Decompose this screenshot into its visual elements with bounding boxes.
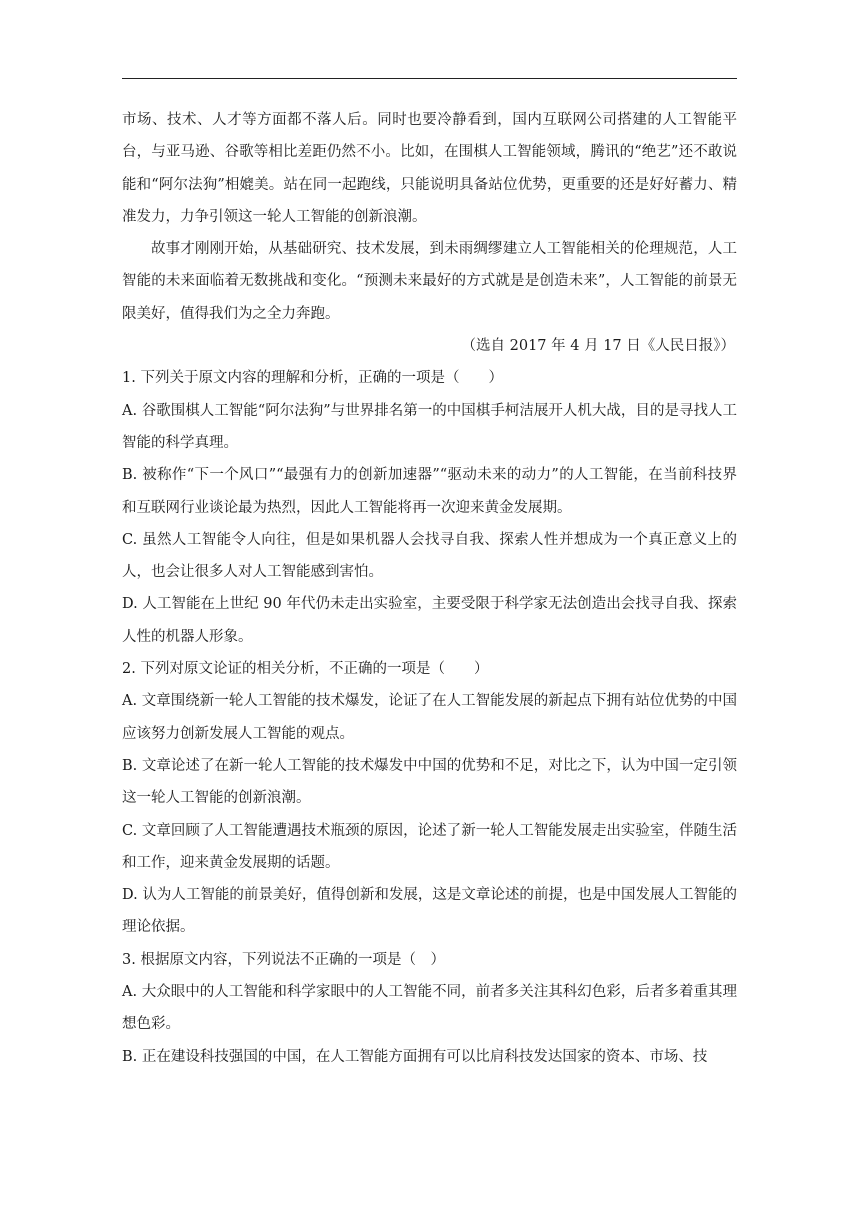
question-1-option-d: D. 人工智能在上世纪 90 年代仍未走出实验室，主要受限于科学家无法创造出会找寻自我、探索人性的机器人形象。 [122, 596, 737, 645]
question-1-option-b: B. 被称作“下一个风口”“最强有力的创新加速器”“驱动未来的动力”的人工智能，在当前科技界和互联网行业谈论最为热烈，因此人工智能将再一次迎来黄金发展期。 [122, 467, 737, 516]
paragraph-continuation: 市场、技术、人才等方面都不落人后。同时也要冷静看到，国内互联网公司搭建的人工智能平台，与亚马逊、谷歌等相比差距仍然不小。比如，在围棋人工智能领域，腾讯的“绝艺”还不敢说能和“阿尔法狗”相媲美。站在同一起跑线，只能说明具备站位优势，更重要的还是好好蓄力、精准发力，力争引领这一轮人工智能的创新浪潮。 [122, 112, 737, 225]
source-citation: （选自 2017 年 4 月 17 日《人民日报》） [461, 338, 735, 355]
question-3-stem: 3. 根据原文内容，下列说法不正确的一项是（ ） [122, 951, 445, 968]
question-2-option-d: D. 认为人工智能的前景美好，值得创新和发展，这是文章论述的前提，也是中国发展人工智能的理论依据。 [122, 887, 737, 936]
question-3-option-b: B. 正在建设科技强国的中国，在人工智能方面拥有可以比肩科技发达国家的资本、市场、技 [122, 1048, 708, 1065]
header-rule [122, 78, 737, 79]
question-1-option-c: C. 虽然人工智能令人向往，但是如果机器人会找寻自我、探索人性并想成为一个真正意义上的人，也会让很多人对人工智能感到害怕。 [122, 531, 737, 581]
document-body [122, 104, 737, 1073]
question-2-stem: 2. 下列对原文论证的相关分析，不正确的一项是（ ） [122, 661, 489, 678]
question-2-option-b: B. 文章论述了在新一轮人工智能的技术爆发中中国的优势和不足，对比之下，认为中国一定引领这一轮人工智能的创新浪潮。 [122, 757, 737, 807]
paragraph-conclusion: 故事才刚刚开始，从基础研究、技术发展，到未雨绸缪建立人工智能相关的伦理规范，人工智能的未来面临着无数挑战和变化。“预测未来最好的方式就是是创造未来”，人工智能的前景无限美好，值得我们为之全力奔跑。 [122, 241, 737, 322]
document-page [122, 0, 737, 1216]
question-2-option-a: A. 文章围绕新一轮人工智能的技术爆发，论证了在人工智能发展的新起点下拥有站位优势的中国应该努力创新发展人工智能的观点。 [122, 693, 737, 742]
question-1-option-a: A. 谷歌围棋人工智能“阿尔法狗”与世界排名第一的中国棋手柯洁展开人机大战，目的是寻找人工智能的科学真理。 [122, 402, 737, 451]
question-3-option-a: A. 大众眼中的人工智能和科学家眼中的人工智能不同，前者多关注其科幻色彩，后者多着重其理想色彩。 [122, 984, 737, 1033]
question-2-option-c: C. 文章回顾了人工智能遭遇技术瓶颈的原因，论述了新一轮人工智能发展走出实验室，伴随生活和工作，迎来黄金发展期的话题。 [122, 822, 737, 871]
question-1-stem: 1. 下列关于原文内容的理解和分析，正确的一项是（ ） [122, 370, 503, 387]
